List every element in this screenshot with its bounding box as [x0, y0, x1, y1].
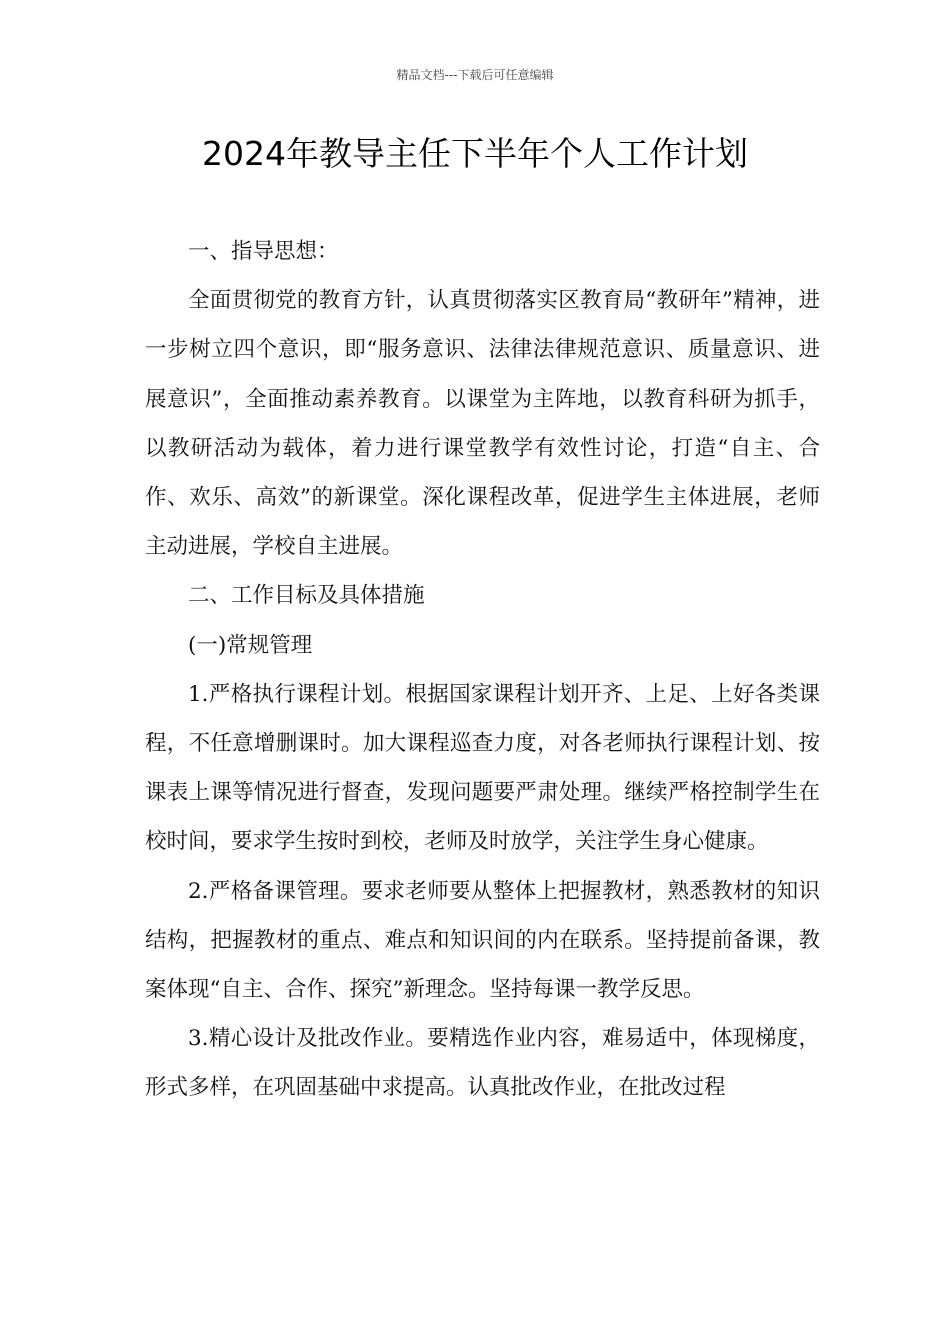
section-heading-guiding-ideology: 一、指导思想：: [188, 239, 339, 264]
paragraph-item-2: 2.严格备课管理。要求老师要从整体上把握教材，熟悉教材的知识结构，把握教材的重点、难点和知识间的内在联系。坚持提前备课，教案体现“自主、合作、探究”新理念。坚持每课一教学反思。: [145, 878, 820, 1003]
section-heading-goals-measures: 二、工作目标及具体措施: [188, 583, 425, 609]
paragraph-item-3: 3.精心设计及批改作业。要精选作业内容，难易适中，体现梯度，形式多样，在巩固基础中求提高。认真批改作业，在批改过程: [145, 1026, 820, 1101]
header-watermark: 精品文档---下载后可任意编辑: [396, 68, 554, 82]
paragraph-guiding-ideology: 全面贯彻党的教育方针，认真贯彻落实区教育局“教研年”精神，进一步树立四个意识，即“服务意识、法律法律规范意识、质量意识、进展意识”，全面推动素养教育。以课堂为主阵地，以教育科研为抓手，以教研活动为载体，着力进行课堂教学有效性讨论，打造“自主、合作、欢乐、高效”的新课堂。深化课程改革，促进学生主体进展，老师主动进展，学校自主进展。: [145, 288, 820, 560]
subsection-heading-routine-management: (一)常规管理: [188, 632, 313, 658]
paragraph-item-1: 1.严格执行课程计划。根据国家课程计划开齐、上足、上好各类课程，不任意增删课时。加大课程巡查力度，对各老师执行课程计划、按课表上课等情况进行督查，发现问题要严肃处理。继续严格控制学生在校时间，要求学生按时到校，老师及时放学，关注学生身心健康。: [145, 681, 820, 855]
document-body: [145, 227, 820, 1113]
document-title: 2024年教导主任下半年个人工作计划: [202, 134, 748, 173]
